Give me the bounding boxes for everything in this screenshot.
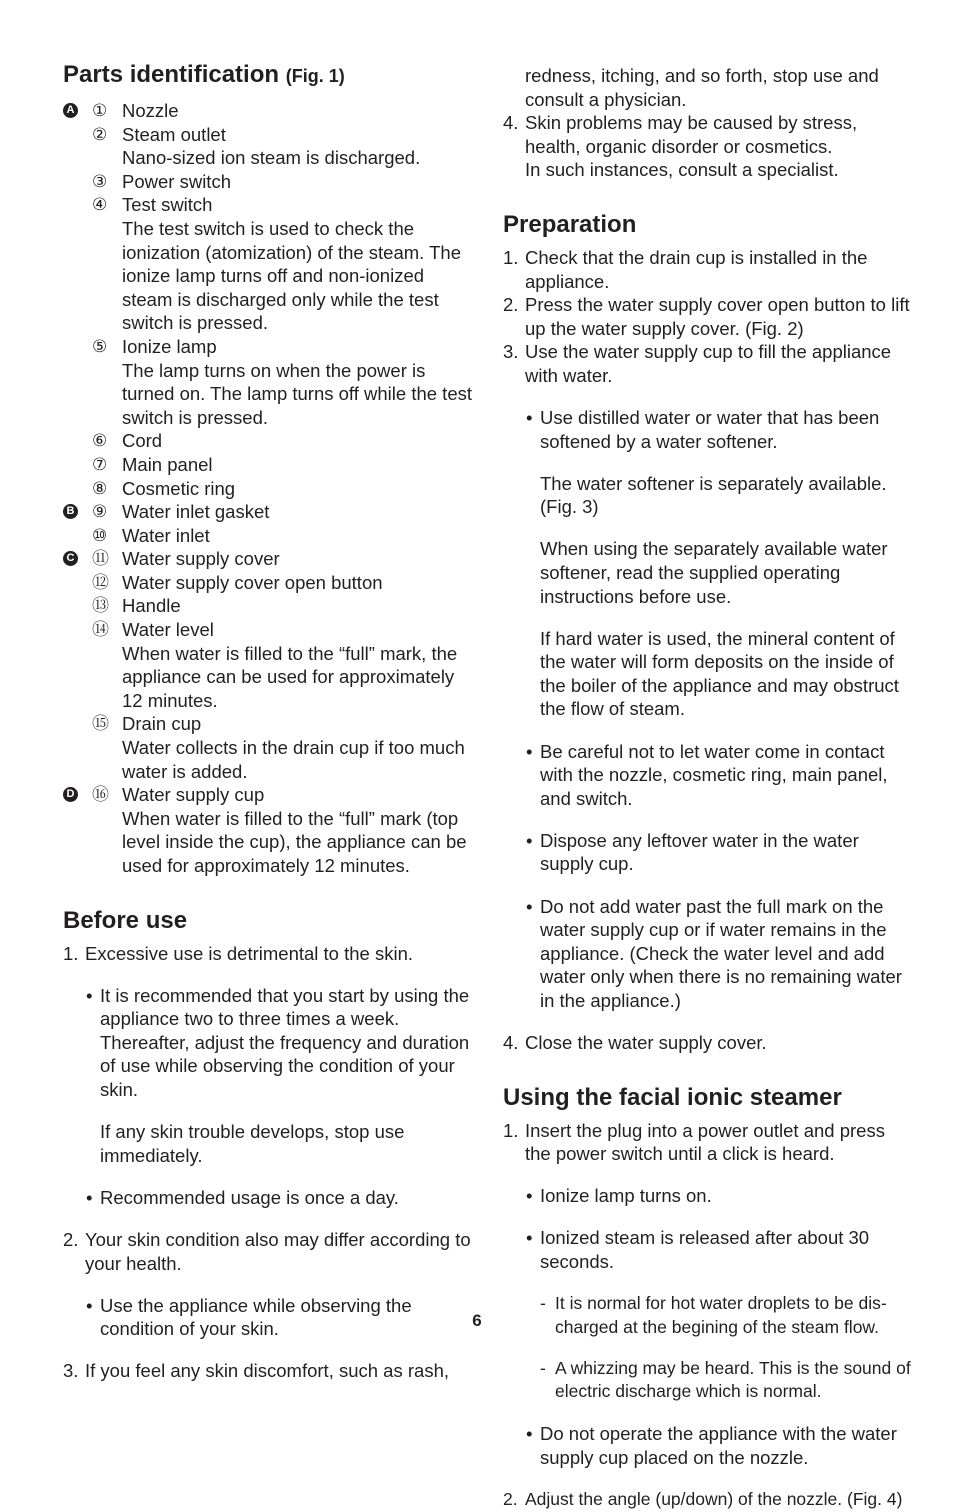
bullet-item: • Use distilled water or water that has been softened by a water softener. The water softener is separately available. (Fig. 3) When using the separately available water softener, read the supplied operating instructions before use. If hard water is used, the mineral content of the water will form deposits on the inside of the boiler of the appliance and may obstruct the flow of steam. [525, 406, 913, 721]
bullet-item: • Ionized steam is released after about 30 seconds. [525, 1226, 913, 1273]
part-item: C ⑪ Water supply cover [63, 547, 473, 571]
using-heading: Using the facial ionic steamer [503, 1083, 842, 1111]
list-item: 1. Excessive use is detrimental to the skin. [63, 942, 414, 964]
right-column [503, 64, 913, 1512]
preparation-list [503, 246, 913, 1055]
part-item: ⑥ Cord [92, 430, 163, 452]
part-item: A ① Nozzle [63, 99, 473, 123]
part-item: ⑭ Water level When water is filled to the “full” mark, the appliance can be used for approximately 12 minutes. [92, 619, 458, 711]
list-item-continued: redness, itching, and so forth, stop use and consult a physician. [525, 65, 879, 110]
list-item: 2. Your skin condition also may differ according to your health. [63, 1228, 471, 1274]
list-item: 2. Adjust the angle (up/down) of the nozzle. (Fig. 4) [503, 1489, 903, 1510]
bullet-item: • Dispose any leftover water in the water supply cup. [525, 829, 913, 876]
figure-badge: C [63, 551, 78, 566]
page-number: 6 [472, 1311, 482, 1330]
dash-item: - A whizzing may be heard. This is the sound of electric discharge which is normal. [540, 1357, 911, 1402]
part-item: ⑧ Cosmetic ring [92, 477, 236, 499]
bullet-item: • Ionize lamp turns on. [525, 1184, 913, 1208]
list-item: 3. Use the water supply cup to fill the appliance with water. [503, 341, 892, 386]
list-item: 4. Close the water supply cover. [503, 1032, 767, 1053]
part-item: ⑬ Handle [92, 595, 181, 617]
list-item: 1. Insert the plug into a power outlet and press the power switch until a click is heard. [503, 1119, 885, 1165]
bullet-item: • Use the appliance while observing the condition of your skin. [85, 1294, 473, 1341]
part-item: D ⑯ Water supply cup When water is filled to the “full” mark (top level inside the cup), the appliance can be used for approximately 12 minutes. [63, 783, 473, 877]
part-item: ③ Power switch [92, 170, 231, 192]
list-item: 1. Check that the drain cup is installed in the appliance. [503, 246, 868, 292]
left-column [63, 60, 473, 1383]
bullet-item: • Do not operate the appliance with the water supply cup placed on the nozzle. [525, 1422, 913, 1469]
figure-badge: D [63, 787, 78, 802]
part-item: ⑮ Drain cup Water collects in the drain cup if too much water is added. [92, 713, 465, 782]
before-use-heading: Before use [63, 906, 188, 934]
bullet-item: • Be careful not to let water come in contact with the nozzle, cosmetic ring, main panel, and switch. [525, 740, 913, 811]
figure-badge: A [63, 103, 78, 118]
part-item: B ⑨ Water inlet gasket [63, 500, 473, 524]
figure-badge: B [63, 504, 78, 519]
part-item: ④ Test switch The test switch is used to check the ionization (atomization) of the steam. The ionize lamp turns off and non-ionized steam is discharged only while the test switch is pressed. [92, 194, 461, 334]
part-item: ② Steam outlet Nano-sized ion steam is discharged. [92, 123, 421, 169]
bullet-item: • It is recommended that you start by using the appliance two to three times a week. Thereafter, adjust the frequency and duration of use while observing the condition of your skin. If any skin trouble develops, stop use immediately. [85, 984, 473, 1168]
part-item: ⑩ Water inlet [92, 524, 210, 546]
part-item: ⑤ Ionize lamp The lamp turns on when the power is turned on. The lamp turns off while the test switch is pressed. [92, 335, 472, 428]
parts-heading: Parts identification (Fig. 1) [63, 61, 345, 88]
preparation-heading: Preparation [503, 210, 637, 238]
part-item: ⑦ Main panel [92, 453, 213, 475]
list-item: 4. Skin problems may be caused by stress, health, organic disorder or cosmetics. In such instances, consult a specialist. [503, 112, 858, 181]
dash-item: - It is normal for hot water droplets to be dis-charged at the begining of the steam flow. [540, 1293, 887, 1337]
bullet-item: • Do not add water past the full mark on the water supply cup or if water remains in the appliance. (Check the water level and add water only when there is no remaining water in the appliance.) [525, 895, 913, 1013]
parts-list [63, 99, 473, 878]
bullet-item: • Recommended usage is once a day. [85, 1186, 473, 1210]
list-item: 3. If you feel any skin discomfort, such as rash, [63, 1360, 449, 1382]
part-item: ⑫ Water supply cover open button [92, 571, 383, 593]
list-item: 2. Press the water supply cover open button to lift up the water supply cover. (Fig. 2) [503, 294, 910, 339]
